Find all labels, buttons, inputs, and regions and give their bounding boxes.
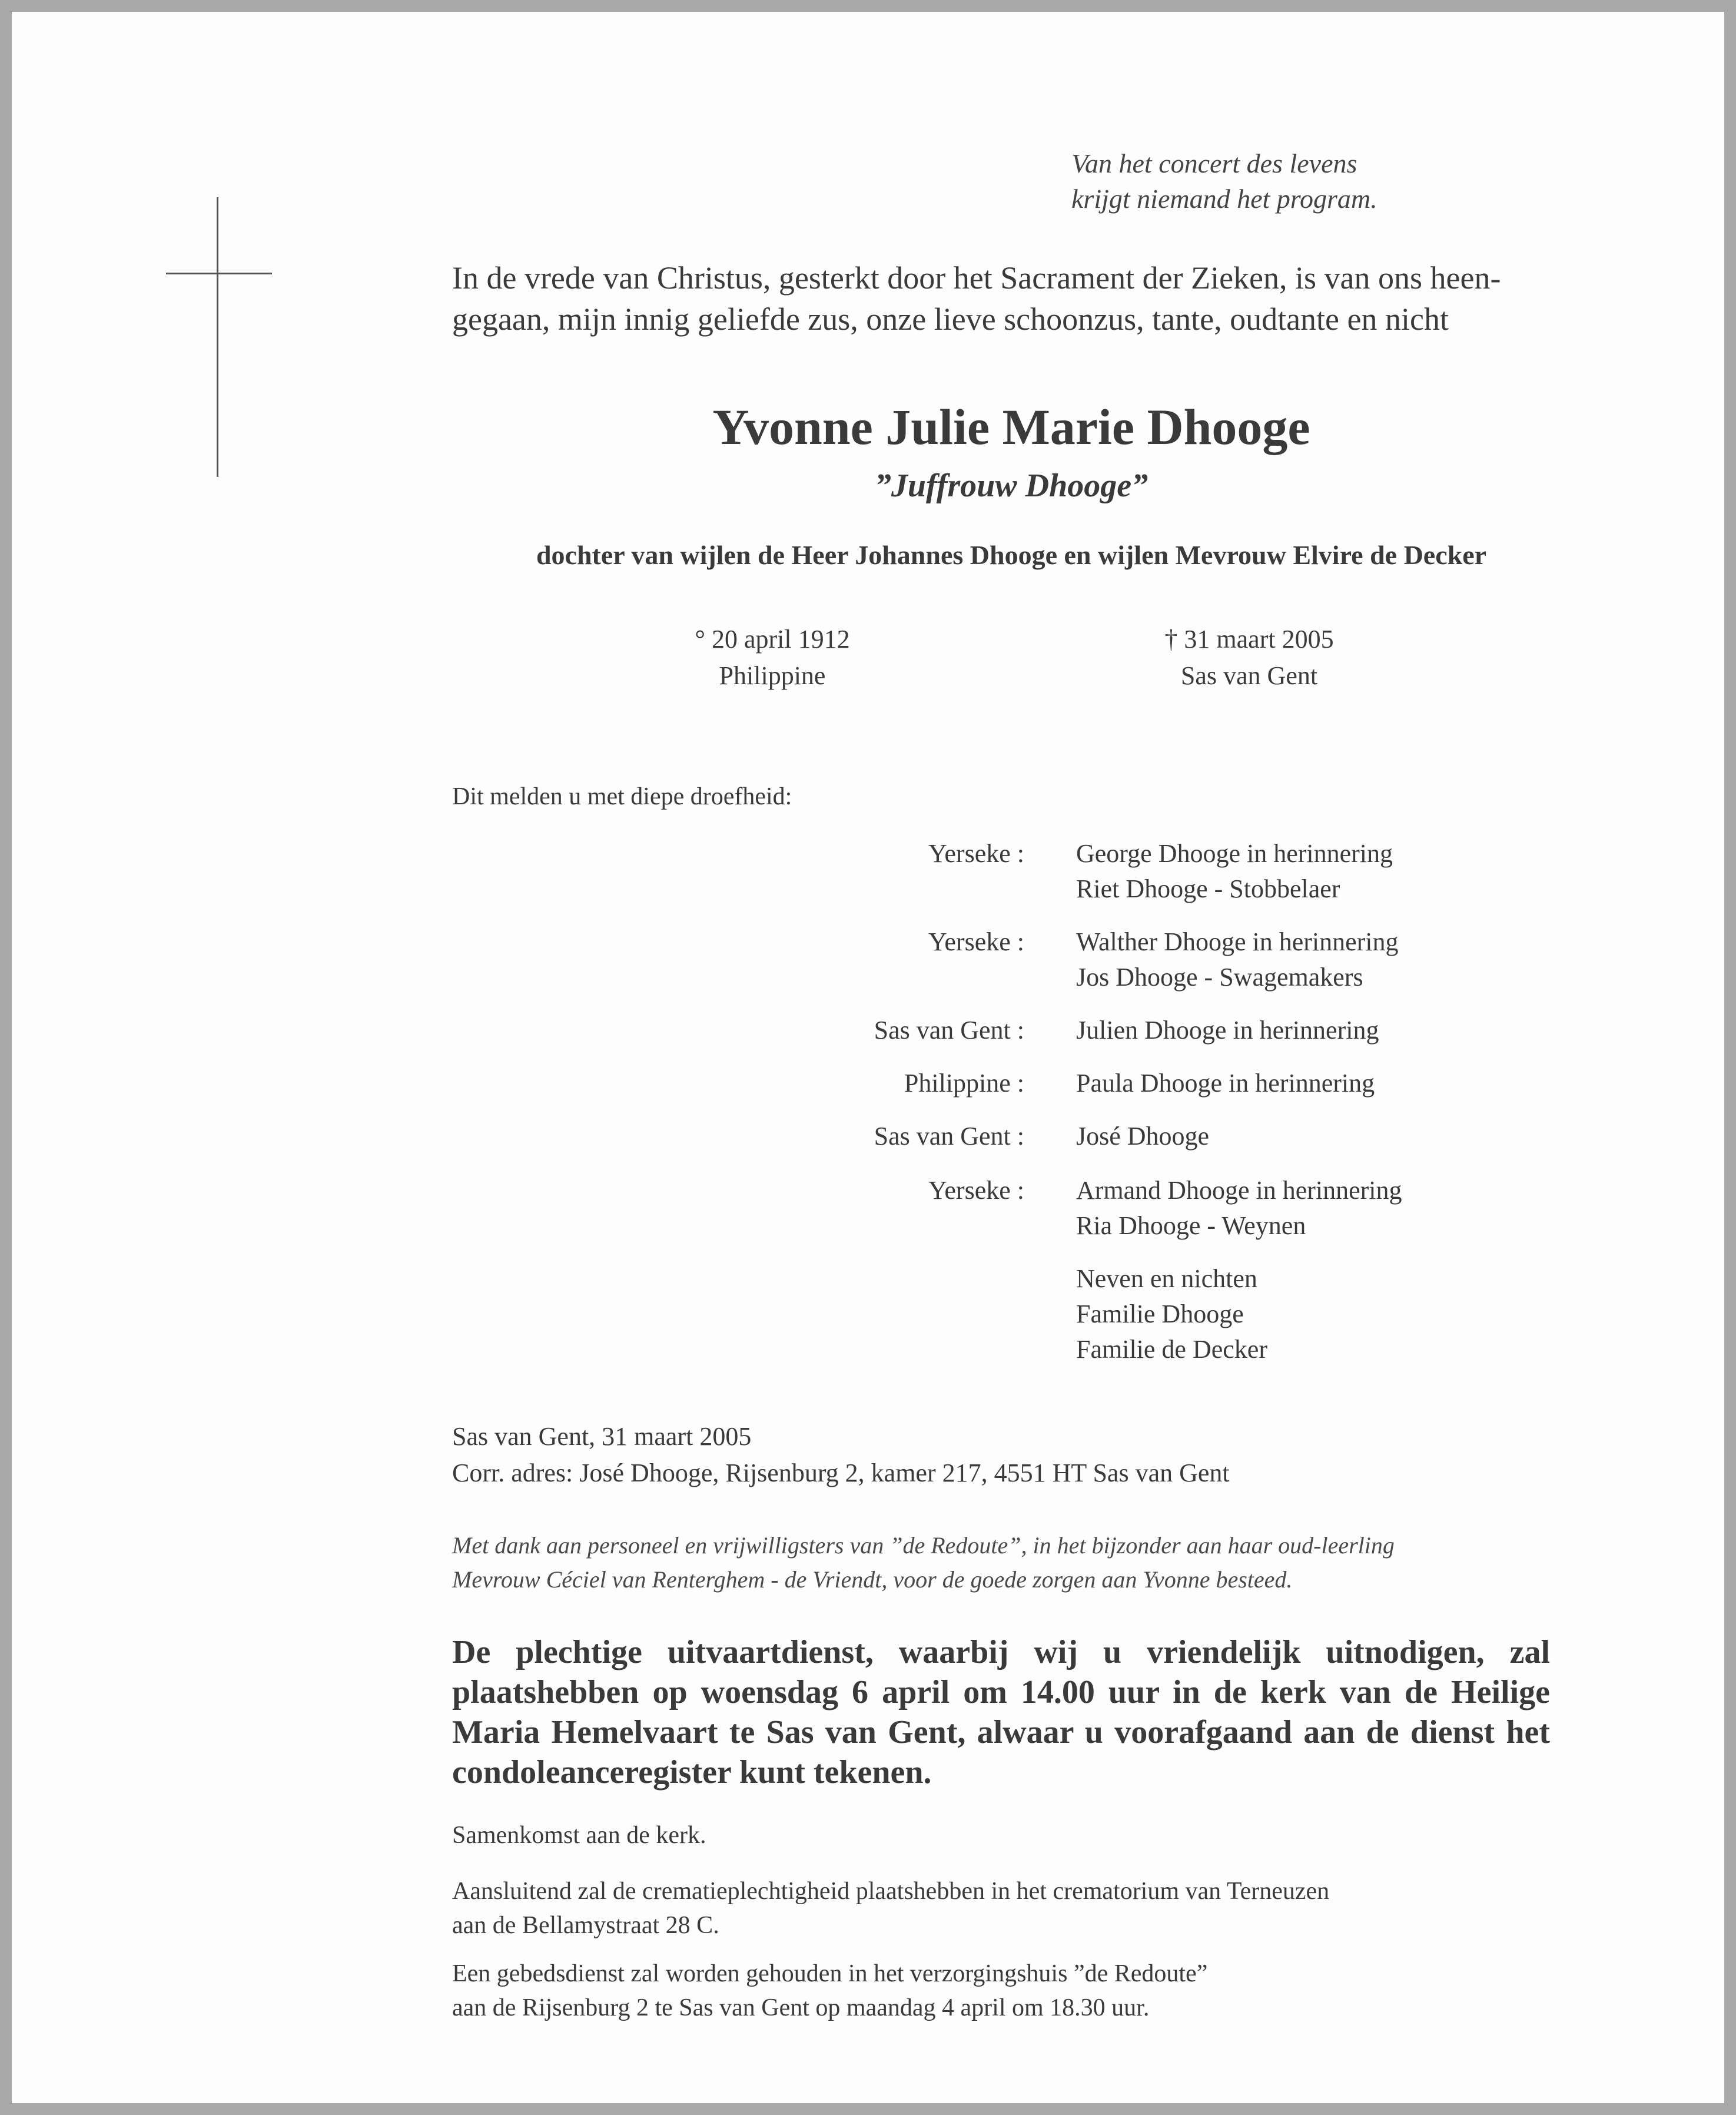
motto-line: krijgt niemand het program. xyxy=(1071,184,1377,214)
thanks-line: Met dank aan personeel en vrijwilligsters van ”de Redoute”, in het bijzonder aan haar oud-leerling xyxy=(452,1532,1395,1559)
relative-names xyxy=(1076,1261,1606,1367)
announcement: Dit melden u met diepe droefheid: xyxy=(452,783,792,810)
relative-names xyxy=(1076,1173,1606,1244)
prayer-line: aan de Rijsenburg 2 te Sas van Gent op maandag 4 april om 18.30 uur. xyxy=(452,1994,1150,2021)
relative-name: Jos Dhooge - Swagemakers xyxy=(1076,963,1363,992)
relative-city: Sas van Gent : xyxy=(874,1122,1024,1151)
relative-city: Yerseke : xyxy=(928,1176,1024,1205)
relative-city: Yerseke : xyxy=(928,927,1024,956)
correspondence-address: Corr. adres: José Dhooge, Rijsenburg 2, kamer 217, 4551 HT Sas van Gent xyxy=(452,1458,1230,1487)
relative-name: Riet Dhooge - Stobbelaer xyxy=(1076,874,1340,903)
motto-line: Van het concert des levens xyxy=(1071,148,1357,178)
thanks-line: Mevrouw Céciel van Renterghem - de Vriendt, voor de goede zorgen aan Yvonne besteed. xyxy=(452,1566,1293,1593)
birth-place: Philippine xyxy=(719,661,826,690)
cross-icon xyxy=(217,197,218,477)
relative-names xyxy=(1076,924,1606,995)
cross-icon-bar xyxy=(166,273,272,274)
thanks-note xyxy=(452,1529,1600,1597)
place-date: Sas van Gent, 31 maart 2005 xyxy=(452,1422,752,1451)
prayer-line: Een gebedsdienst zal worden gehouden in het verzorgingshuis ”de Redoute” xyxy=(452,1960,1208,1987)
motto xyxy=(1071,146,1601,217)
relative-city: Yerseke : xyxy=(928,839,1024,868)
relative-name: Armand Dhooge in herinnering xyxy=(1076,1176,1402,1205)
relative-name: Familie de Decker xyxy=(1076,1335,1267,1364)
relative-name: José Dhooge xyxy=(1076,1122,1210,1151)
death-info xyxy=(1073,621,1426,694)
relative-name: Neven en nichten xyxy=(1076,1264,1257,1293)
gathering-text: Samenkomst aan de kerk. xyxy=(452,1822,706,1849)
relative-names xyxy=(1076,1119,1606,1154)
relative-names xyxy=(1076,1066,1606,1101)
intro-text xyxy=(452,257,1582,340)
cremation-text xyxy=(452,1874,1571,1942)
death-date: † 31 maart 2005 xyxy=(1164,625,1334,654)
relative-name: Ria Dhooge - Weynen xyxy=(1076,1211,1306,1240)
death-place: Sas van Gent xyxy=(1180,661,1318,690)
prayer-service-text xyxy=(452,1957,1571,2025)
relative-city: Philippine : xyxy=(904,1069,1024,1098)
relative-name: George Dhooge in herinnering xyxy=(1076,839,1393,868)
birth-date: ° 20 april 1912 xyxy=(695,625,850,654)
cremation-line: aan de Bellamystraat 28 C. xyxy=(452,1912,719,1939)
relative-name: Familie Dhooge xyxy=(1076,1300,1244,1328)
relative-name: Paula Dhooge in herinnering xyxy=(1076,1069,1375,1098)
relative-names xyxy=(1076,1013,1606,1048)
deceased-name: Yvonne Julie Marie Dhooge xyxy=(712,399,1310,455)
parents-line: dochter van wijlen de Heer Johannes Dhooge en wijlen Mevrouw Elvire de Decker xyxy=(536,540,1487,570)
deceased-nickname: ”Juffrouw Dhooge” xyxy=(874,468,1149,504)
dateline xyxy=(452,1418,1571,1491)
intro-line: In de vrede van Christus, gesterkt door het Sacrament der Zieken, is van ons heen- xyxy=(452,260,1501,296)
funeral-service-text: De plechtige uitvaartdienst, waarbij wij u vriendelijk uitnodigen, zal plaatshebben op woensdag 6 april om 14.00 uur in de kerk van de Heilige Maria Hemelvaart te Sas van Gent, alwaar u voorafgaand aan de dienst het condoleanceregister kunt tekenen. xyxy=(452,1634,1550,1791)
birth-info xyxy=(596,621,949,694)
relative-name: Julien Dhooge in herinnering xyxy=(1076,1016,1379,1045)
relative-name: Walther Dhooge in herinnering xyxy=(1076,927,1399,956)
intro-line: gegaan, mijn innig geliefde zus, onze lieve schoonzus, tante, oudtante en nicht xyxy=(452,301,1449,337)
cremation-line: Aansluitend zal de crematieplechtigheid plaatshebben in het crematorium van Terneuzen xyxy=(452,1878,1330,1905)
relative-names xyxy=(1076,836,1606,907)
relative-city: Sas van Gent : xyxy=(874,1016,1024,1045)
